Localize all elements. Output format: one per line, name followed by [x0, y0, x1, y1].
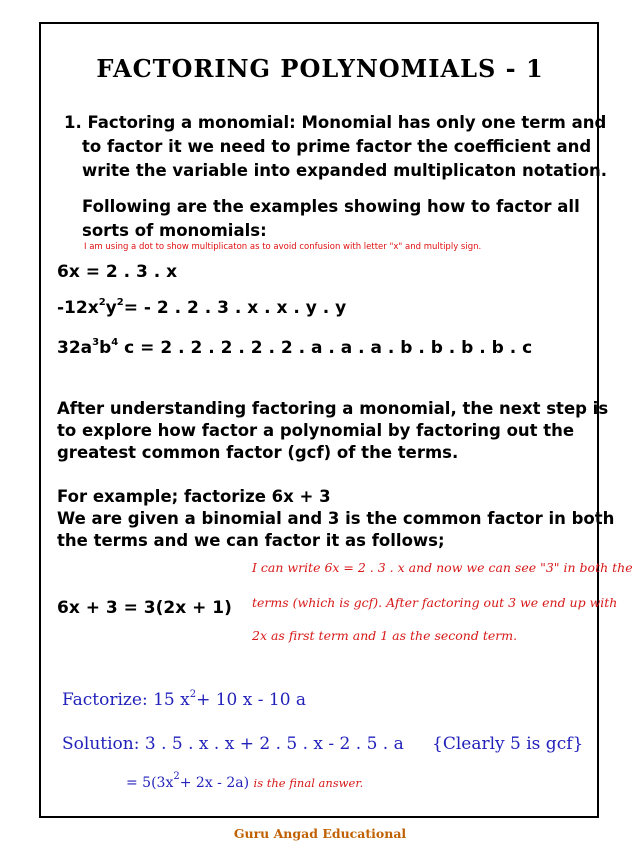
- example-3: $32a^3b^4$ c = 2 . 2 . 2 . 2 . 2 . a . a . a . b . b . b . b . c: [57, 337, 533, 358]
- page-title: FACTORING POLYNOMIALS - 1: [96, 54, 544, 83]
- binomial-note-3: 2x as first term and 1 as the second term.: [252, 628, 518, 643]
- binomial-equation: 6x + 3 = 3(2x + 1): [57, 598, 232, 618]
- gcf-intro-line2: to explore how factor a polynomial by factoring out the: [57, 421, 575, 440]
- gcf-intro-line1: After understanding factoring a monomial, the next step is: [57, 399, 609, 418]
- section1-line3: write the variable into expanded multiplicaton notation.: [82, 161, 607, 180]
- exercise-solution: Solution: 3 . 5 . x . x + 2 . 5 . x - 2 . 5 . a: [62, 734, 404, 754]
- example-1: 6x = 2 . 3 . x: [57, 262, 178, 282]
- answer-note: is the final answer.: [253, 776, 364, 790]
- example-binomial-line1: For example; factorize 6x + 3: [57, 487, 331, 506]
- gcf-intro-line3: greatest common factor (gcf) of the terms.: [57, 443, 459, 462]
- example-binomial-line2: We are given a binomial and 3 is the common factor in both: [57, 509, 615, 528]
- footer-brand: Guru Angad Educational: [233, 826, 407, 841]
- section1-line5: sorts of monomials:: [82, 221, 267, 240]
- example-2: $-12x^2y^2= - 2$ . 2 . 3 . x . x . y . y: [57, 297, 347, 318]
- binomial-note-1: I can write 6x = 2 . 3 . x and now we can see "3" in both the: [252, 560, 633, 575]
- section1-line2: to factor it we need to prime factor the coefficient and: [82, 137, 592, 156]
- binomial-note-2: terms (which is gcf). After factoring out 3 we end up with: [252, 595, 618, 610]
- exercise-remark: {Clearly 5 is gcf}: [432, 734, 584, 754]
- exercise-answer: = $5(3x^2+ 2x - 2a)$ is the final answer.: [126, 771, 364, 791]
- dot-notation-note: I am using a dot to show multiplicaton as to avoid confusion with letter "x" and multiply sign.: [84, 242, 482, 252]
- section1-line1: 1. Factoring a monomial: Monomial has only one term and: [64, 113, 607, 132]
- example-binomial-line3: the terms and we can factor it as follows;: [57, 531, 445, 550]
- exercise-factorize: Factorize: 15 $x^2+ 10$ x - 10 a: [62, 689, 307, 710]
- section1-line4: Following are the examples showing how to factor all: [82, 197, 580, 216]
